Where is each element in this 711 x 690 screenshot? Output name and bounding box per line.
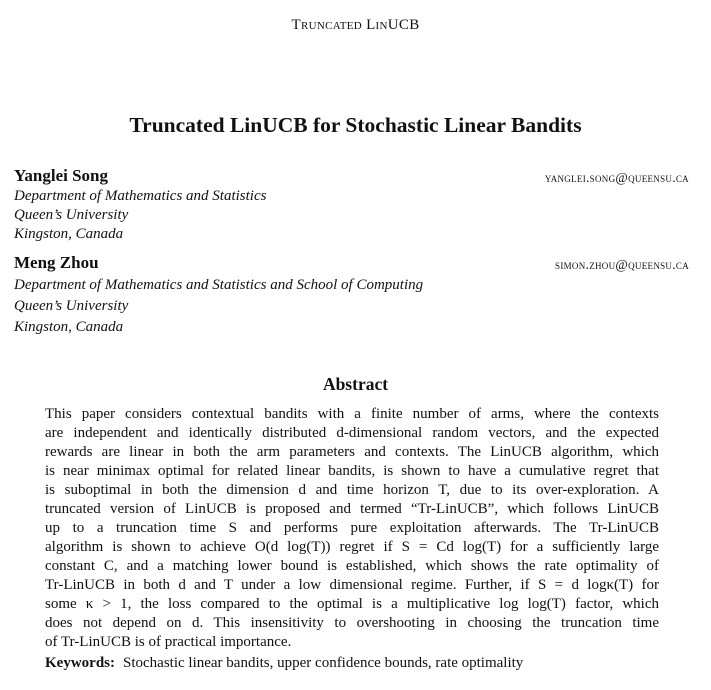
abstract-line: up to a truncation time S and performs pure exploitation afterwards. The Tr-LinUCB [45, 520, 659, 536]
abstract-line: is suboptimal in both the dimension d and time horizon T, due to its over-exploration. A [45, 482, 659, 498]
abstract-body [45, 405, 659, 652]
affiliation-line: Department of Mathematics and Statistics and School of Computing [14, 277, 424, 293]
abstract-line: constant C, and a matching lower bound is established, which shows the rate optimality of [45, 558, 659, 574]
keywords-text: Stochastic linear bandits, upper confidence bounds, rate optimality [123, 655, 524, 671]
abstract-line: algorithm is shown to achieve O(d log(T)) regret if S = Cd log(T) for a sufficiently large [45, 539, 659, 555]
abstract-line: is near minimax optimal for related linear bandits, is shown to have a cumulative regret that [45, 463, 659, 479]
keywords [45, 655, 523, 672]
abstract-line: truncated version of LinUCB is proposed and termed “Tr-LinUCB”, which follows LinUCB [45, 501, 659, 517]
abstract-line: This paper considers contextual bandits with a finite number of arms, where the contexts [45, 406, 659, 422]
keywords-label: Keywords: [45, 655, 115, 671]
affiliation-line: Queen’s University [14, 207, 129, 223]
paper-title: Truncated LinUCB for Stochastic Linear Bandits [129, 113, 582, 137]
affiliation-line: Kingston, Canada [14, 226, 124, 242]
author-name: Yanglei Song [14, 166, 108, 185]
author-email[interactable]: yanglei.song@queensu.ca [544, 170, 689, 185]
abstract-line: some κ > 1, the loss compared to the optimal is a multiplicative log log(T) factor, which [45, 596, 659, 612]
abstract-line: of Tr-LinUCB is of practical importance. [45, 634, 292, 650]
abstract-heading: Abstract [322, 374, 389, 394]
abstract-line: rewards are linear in both the arm parameters and contexts. The LinUCB algorithm, which [45, 444, 659, 460]
affiliation-line: Kingston, Canada [14, 319, 124, 335]
abstract-line: Tr-LinUCB in both d and T under a low dimensional regime. Further, if S = d logκ(T) for [45, 577, 659, 593]
affiliation-line: Queen’s University [14, 298, 129, 314]
author-name: Meng Zhou [14, 253, 99, 272]
author-email[interactable]: simon.zhou@queensu.ca [555, 257, 689, 272]
abstract-line: are independent and identically distributed d-dimensional random vectors, and the expected [45, 425, 659, 441]
abstract-line: does not depend on d. This insensitivity to overshooting in choosing the truncation time [45, 615, 659, 631]
running-header: Truncated LinUCB [291, 17, 420, 33]
affiliation-line: Department of Mathematics and Statistics [14, 188, 267, 204]
